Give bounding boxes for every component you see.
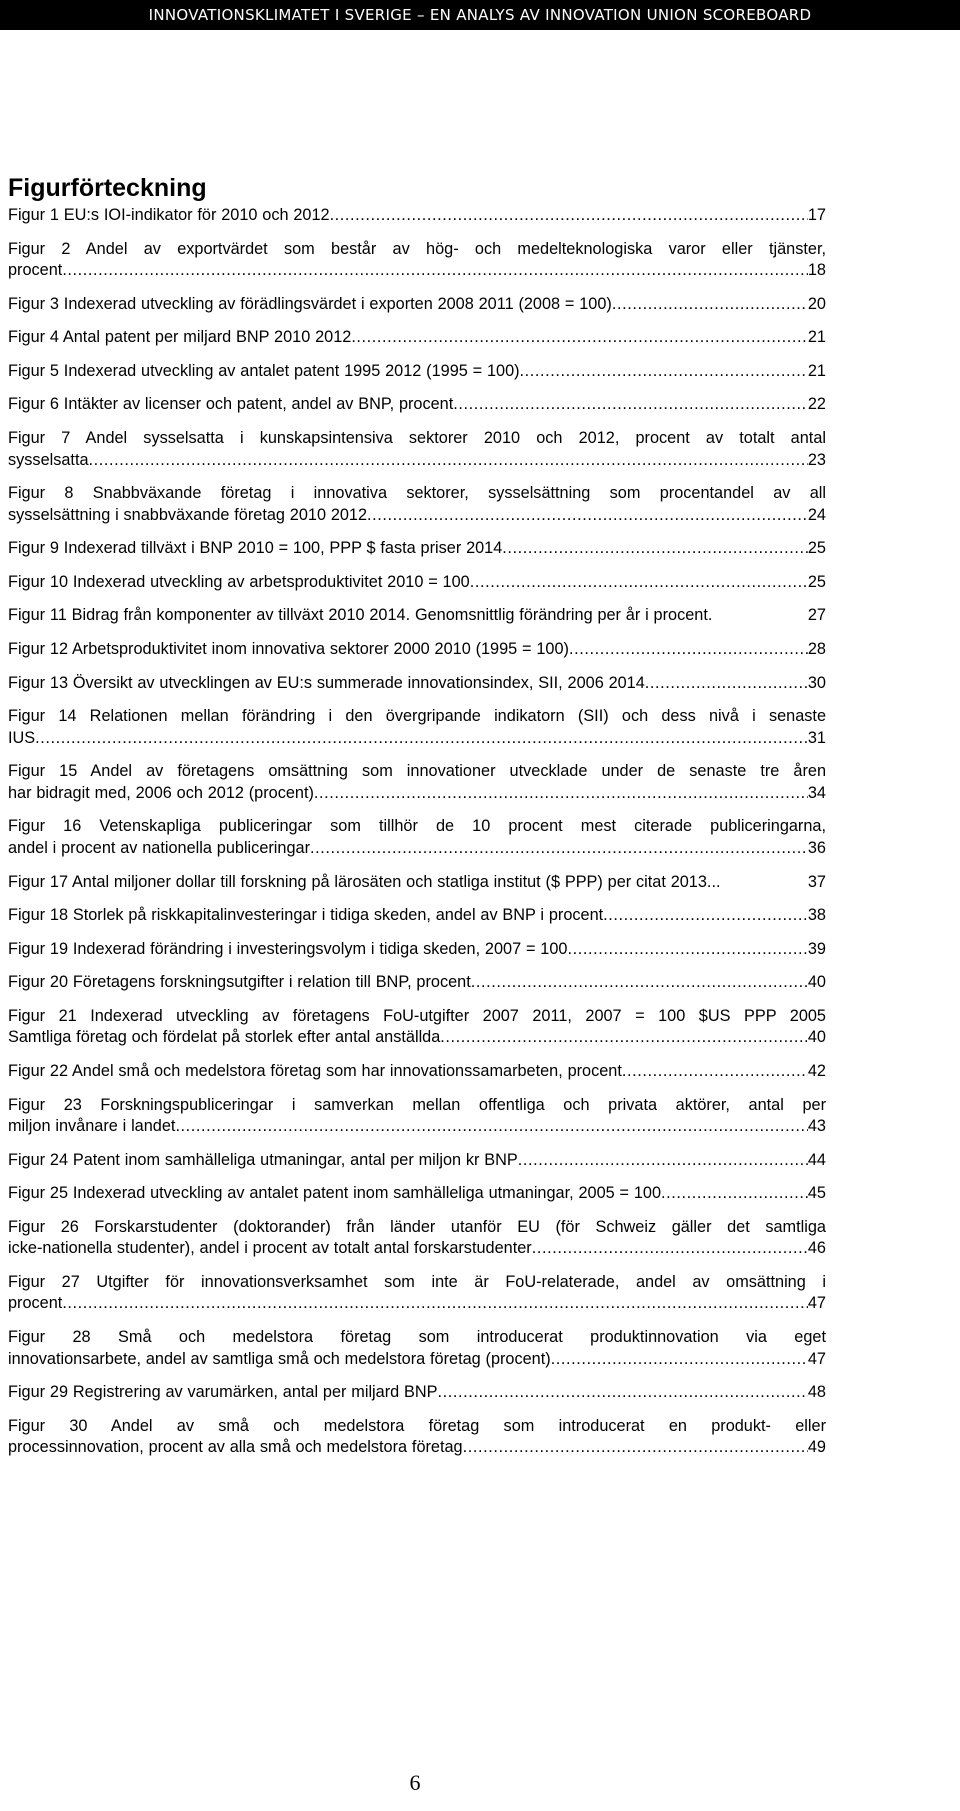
toc-entry[interactable] bbox=[8, 239, 826, 282]
dot-leader bbox=[612, 294, 808, 316]
toc-entry[interactable] bbox=[8, 1327, 826, 1370]
toc-entry[interactable] bbox=[8, 394, 826, 416]
dot-leader bbox=[532, 1238, 808, 1260]
toc-entry-text: Figur 11 Bidrag från komponenter av tillväxt 2010 2014. Genomsnittlig förändring per år i procent bbox=[8, 606, 708, 625]
toc-entry-text: Figur 1 EU:s IOI-indikator för 2010 och 2012 bbox=[8, 206, 330, 224]
toc-entry-line bbox=[8, 1293, 826, 1315]
toc-entry-text: Figur 23 Forskningspubliceringar i samverkan mellan offentliga och privata aktörer, antal per bbox=[8, 1095, 826, 1114]
dot-leader bbox=[463, 1437, 808, 1459]
toc-title: Figurförteckning bbox=[8, 174, 207, 202]
toc-entry-text: icke-nationella studenter), andel i procent av totalt antal forskarstudenter bbox=[8, 1239, 532, 1258]
toc-entry-text: Figur 14 Relationen mellan förändring i den övergripande indikatorn (SII) och dess nivå i senaste bbox=[8, 707, 826, 726]
toc-entry-text: Figur 22 Andel små och medelstora företag som har innovationssamarbeten, procent bbox=[8, 1061, 622, 1080]
dot-leader: . bbox=[707, 606, 713, 625]
toc-entry-line bbox=[8, 783, 826, 805]
toc-entry-text: innovationsarbete, andel av samtliga små och medelstora företag (procent) bbox=[8, 1349, 551, 1368]
toc-page-number: 47 bbox=[807, 1349, 826, 1368]
toc-page-number: 20 bbox=[807, 294, 826, 313]
toc-entry-text: Figur 7 Andel sysselsatta i kunskapsintensiva sektorer 2010 och 2012, procent av totalt antal bbox=[8, 429, 826, 448]
toc-entry-line bbox=[8, 1238, 826, 1260]
dot-leader bbox=[89, 450, 808, 472]
toc-entry-line bbox=[8, 728, 826, 750]
dot-leader bbox=[518, 1150, 808, 1172]
toc-entry[interactable] bbox=[8, 605, 826, 627]
toc-entry-text: Figur 12 Arbetsproduktivitet inom innovativa sektorer 2000 2010 (1995 = 100) bbox=[8, 640, 569, 659]
toc-page-number: 40 bbox=[807, 1028, 826, 1047]
toc-page-number: 18 bbox=[807, 261, 826, 280]
toc-entry-text: Figur 15 Andel av företagens omsättning som innovationer utvecklade under de senaste tre åren bbox=[8, 762, 826, 781]
toc-entry-text: IUS bbox=[8, 728, 36, 747]
toc-page-number: 42 bbox=[807, 1061, 826, 1080]
toc-page-number: 22 bbox=[807, 395, 826, 414]
toc-entry-line bbox=[8, 1150, 826, 1172]
toc-entry-line bbox=[8, 1349, 826, 1371]
toc-entry-line bbox=[8, 205, 826, 227]
dot-leader bbox=[661, 1183, 808, 1205]
toc-entry-line bbox=[8, 1116, 826, 1138]
toc-page-number: 48 bbox=[807, 1383, 826, 1402]
toc-page-number: 31 bbox=[807, 728, 826, 747]
dot-leader bbox=[453, 394, 808, 416]
toc-entry-line bbox=[8, 939, 826, 961]
dot-leader bbox=[569, 639, 808, 661]
dot-leader bbox=[314, 783, 808, 805]
dot-leader bbox=[175, 1116, 807, 1138]
dot-leader bbox=[603, 905, 808, 927]
toc-entry-text: andel i procent av nationella publiceringar bbox=[8, 838, 310, 857]
toc-entry-line bbox=[8, 1382, 826, 1404]
toc-entry[interactable] bbox=[8, 1095, 826, 1138]
toc-entry-line bbox=[8, 1027, 826, 1049]
dot-leader bbox=[622, 1061, 808, 1083]
toc-page-number: 40 bbox=[807, 973, 826, 992]
dot-leader bbox=[62, 1293, 808, 1315]
toc-entry-line bbox=[8, 639, 826, 661]
toc-entry[interactable] bbox=[8, 1150, 826, 1172]
toc-entry[interactable] bbox=[8, 639, 826, 661]
dot-leader: ... bbox=[706, 872, 721, 891]
dot-leader bbox=[438, 1382, 808, 1404]
toc-entry[interactable] bbox=[8, 1061, 826, 1083]
figure-list bbox=[8, 205, 826, 1471]
toc-page-number: 44 bbox=[807, 1150, 826, 1169]
dot-leader bbox=[470, 572, 808, 594]
toc-entry-text: Figur 30 Andel av små och medelstora företag som introducerat en produkt- eller bbox=[8, 1416, 826, 1435]
toc-page-number: 47 bbox=[807, 1294, 826, 1313]
toc-entry-line bbox=[8, 673, 826, 695]
toc-entry[interactable] bbox=[8, 483, 826, 526]
toc-page-number: 25 bbox=[807, 572, 826, 591]
toc-entry-text: Figur 21 Indexerad utveckling av företagens FoU-utgifter 2007 2011, 2007 = 100 $US PPP 2005 bbox=[8, 1006, 826, 1025]
toc-entry[interactable] bbox=[8, 706, 826, 749]
toc-entry-line bbox=[8, 260, 826, 282]
toc-page-number: 45 bbox=[807, 1184, 826, 1203]
toc-entry-text: processinnovation, procent av alla små och medelstora företag bbox=[8, 1438, 463, 1457]
toc-entry[interactable] bbox=[8, 1416, 826, 1459]
toc-page-number: 38 bbox=[807, 906, 826, 925]
toc-page-number: 24 bbox=[807, 505, 826, 524]
toc-entry[interactable] bbox=[8, 327, 826, 349]
toc-entry-text: Figur 16 Vetenskapliga publiceringar som tillhör de 10 procent mest citerade publiceringarna, bbox=[8, 817, 826, 836]
toc-entry-text: Figur 27 Utgifter för innovationsverksamhet som inte är FoU-relaterade, andel av omsättning i bbox=[8, 1272, 826, 1291]
toc-entry-text: Figur 9 Indexerad tillväxt i BNP 2010 = 100, PPP $ fasta priser 2014 bbox=[8, 539, 503, 558]
toc-entry[interactable] bbox=[8, 538, 826, 560]
toc-entry-line bbox=[8, 838, 826, 860]
toc-entry-text: Figur 26 Forskarstudenter (doktorander) från länder utanför EU (för Schweiz gäller det samtliga bbox=[8, 1217, 826, 1236]
toc-entry[interactable] bbox=[8, 361, 826, 383]
toc-entry-text: Figur 4 Antal patent per miljard BNP 2010 2012 bbox=[8, 328, 352, 347]
toc-page-number: 37 bbox=[807, 872, 826, 891]
dot-leader bbox=[471, 972, 808, 994]
dot-leader bbox=[645, 673, 808, 695]
toc-entry-text: sysselsättning i snabbväxande företag 2010 2012 bbox=[8, 505, 368, 524]
dot-leader bbox=[502, 538, 808, 560]
toc-entry[interactable] bbox=[8, 1183, 826, 1205]
toc-entry-text: Figur 13 Översikt av utvecklingen av EU:s summerade innovationsindex, SII, 2006 2014 bbox=[8, 673, 645, 692]
toc-entry[interactable] bbox=[8, 1006, 826, 1049]
toc-entry-text: Figur 25 Indexerad utveckling av antalet patent inom samhälleliga utmaningar, 2005 = 100 bbox=[8, 1184, 662, 1203]
toc-entry-line bbox=[8, 294, 826, 316]
toc-entry-line bbox=[8, 605, 826, 627]
running-header-title: INNOVATIONSKLIMATET I SVERIGE – EN ANALYS AV INNOVATION UNION SCOREBOARD bbox=[148, 6, 812, 24]
toc-entry-text: Figur 6 Intäkter av licenser och patent, andel av BNP, procent bbox=[8, 395, 454, 414]
toc-entry[interactable] bbox=[8, 761, 826, 804]
toc-entry-text: Figur 24 Patent inom samhälleliga utmaningar, antal per miljon kr BNP bbox=[8, 1150, 518, 1169]
toc-page-number: 49 bbox=[807, 1438, 826, 1457]
toc-entry[interactable] bbox=[8, 972, 826, 994]
dot-leader bbox=[520, 361, 808, 383]
toc-entry-line bbox=[8, 361, 826, 383]
toc-entry-text: Figur 3 Indexerad utveckling av förädlingsvärdet i exporten 2008 2011 (2008 = 100) bbox=[8, 294, 612, 313]
toc-page-number: 36 bbox=[807, 838, 826, 857]
toc-entry[interactable] bbox=[8, 294, 826, 316]
toc-entry[interactable] bbox=[8, 816, 826, 859]
toc-entry-text: Samtliga företag och fördelat på storlek efter antal anställda bbox=[8, 1028, 441, 1047]
toc-entry[interactable] bbox=[8, 872, 826, 894]
dot-leader bbox=[35, 728, 808, 750]
toc-page-number: 30 bbox=[807, 673, 826, 692]
toc-page-number: 34 bbox=[807, 783, 826, 802]
toc-entry[interactable] bbox=[8, 1382, 826, 1404]
toc-entry-line bbox=[8, 450, 826, 472]
dot-leader bbox=[440, 1027, 808, 1049]
toc-entry-text: procent bbox=[8, 1294, 63, 1313]
toc-page-number: 17 bbox=[807, 206, 826, 224]
toc-entry-line bbox=[8, 394, 826, 416]
toc-entry[interactable] bbox=[8, 1217, 826, 1260]
toc-page-number: 43 bbox=[807, 1117, 826, 1136]
toc-entry-text: miljon invånare i landet bbox=[8, 1117, 176, 1136]
dot-leader bbox=[567, 939, 807, 961]
toc-entry-text: sysselsatta bbox=[8, 450, 89, 469]
toc-page-number: 21 bbox=[807, 328, 826, 347]
toc-entry-text: Figur 29 Registrering av varumärken, antal per miljard BNP bbox=[8, 1383, 438, 1402]
page-number: 6 bbox=[409, 1770, 421, 1795]
toc-entry-text: Figur 10 Indexerad utveckling av arbetsproduktivitet 2010 = 100 bbox=[8, 572, 470, 591]
toc-entry-line bbox=[8, 538, 826, 560]
toc-entry-line bbox=[8, 1061, 826, 1083]
toc-entry[interactable] bbox=[8, 905, 826, 927]
dot-leader bbox=[351, 327, 808, 349]
toc-page-number: 27 bbox=[807, 606, 826, 625]
toc-entry-text: Figur 5 Indexerad utveckling av antalet patent 1995 2012 (1995 = 100) bbox=[8, 361, 520, 380]
dot-leader bbox=[62, 260, 808, 282]
toc-entry[interactable] bbox=[8, 939, 826, 961]
toc-entry-text: Figur 20 Företagens forskningsutgifter i relation till BNP, procent bbox=[8, 973, 471, 992]
toc-page-number: 23 bbox=[807, 450, 826, 469]
toc-entry[interactable] bbox=[8, 428, 826, 471]
toc-entry[interactable] bbox=[8, 205, 826, 227]
toc-entry-text: Figur 17 Antal miljoner dollar till forskning på lärosäten och statliga institut ($ PPP) per citat 2013 bbox=[8, 872, 707, 891]
dot-leader bbox=[330, 205, 808, 227]
toc-page-number: 39 bbox=[807, 939, 826, 958]
toc-entry-text: Figur 2 Andel av exportvärdet som består av hög- och medelteknologiska varor eller tjänster, bbox=[8, 239, 826, 258]
toc-entry[interactable] bbox=[8, 1272, 826, 1315]
toc-page-number: 21 bbox=[807, 361, 826, 380]
toc-page-number: 28 bbox=[807, 640, 826, 659]
toc-entry-text: Figur 8 Snabbväxande företag i innovativa sektorer, sysselsättning som procentandel av all bbox=[8, 484, 826, 503]
toc-entry-line bbox=[8, 872, 826, 894]
toc-entry-line bbox=[8, 1183, 826, 1205]
toc-entry-line bbox=[8, 1437, 826, 1459]
toc-page-number: 46 bbox=[807, 1239, 826, 1258]
toc-entry[interactable] bbox=[8, 673, 826, 695]
toc-entry[interactable] bbox=[8, 572, 826, 594]
toc-entry-text: procent bbox=[8, 261, 63, 280]
dot-leader bbox=[551, 1349, 808, 1371]
toc-page-number: 25 bbox=[807, 539, 826, 558]
running-header bbox=[0, 0, 960, 30]
toc-entry-text: Figur 18 Storlek på riskkapitalinvesteringar i tidiga skeden, andel av BNP i procent bbox=[8, 906, 604, 925]
dot-leader bbox=[310, 838, 808, 860]
dot-leader bbox=[367, 505, 808, 527]
toc-entry-text: Figur 28 Små och medelstora företag som introducerat produktinnovation via eget bbox=[8, 1328, 826, 1347]
toc-entry-line bbox=[8, 972, 826, 994]
toc-entry-line bbox=[8, 505, 826, 527]
toc-entry-line bbox=[8, 905, 826, 927]
toc-entry-line bbox=[8, 572, 826, 594]
toc-entry-line bbox=[8, 327, 826, 349]
toc-entry-text: har bidragit med, 2006 och 2012 (procent) bbox=[8, 783, 314, 802]
toc-entry-text: Figur 19 Indexerad förändring i investeringsvolym i tidiga skeden, 2007 = 100 bbox=[8, 939, 568, 958]
